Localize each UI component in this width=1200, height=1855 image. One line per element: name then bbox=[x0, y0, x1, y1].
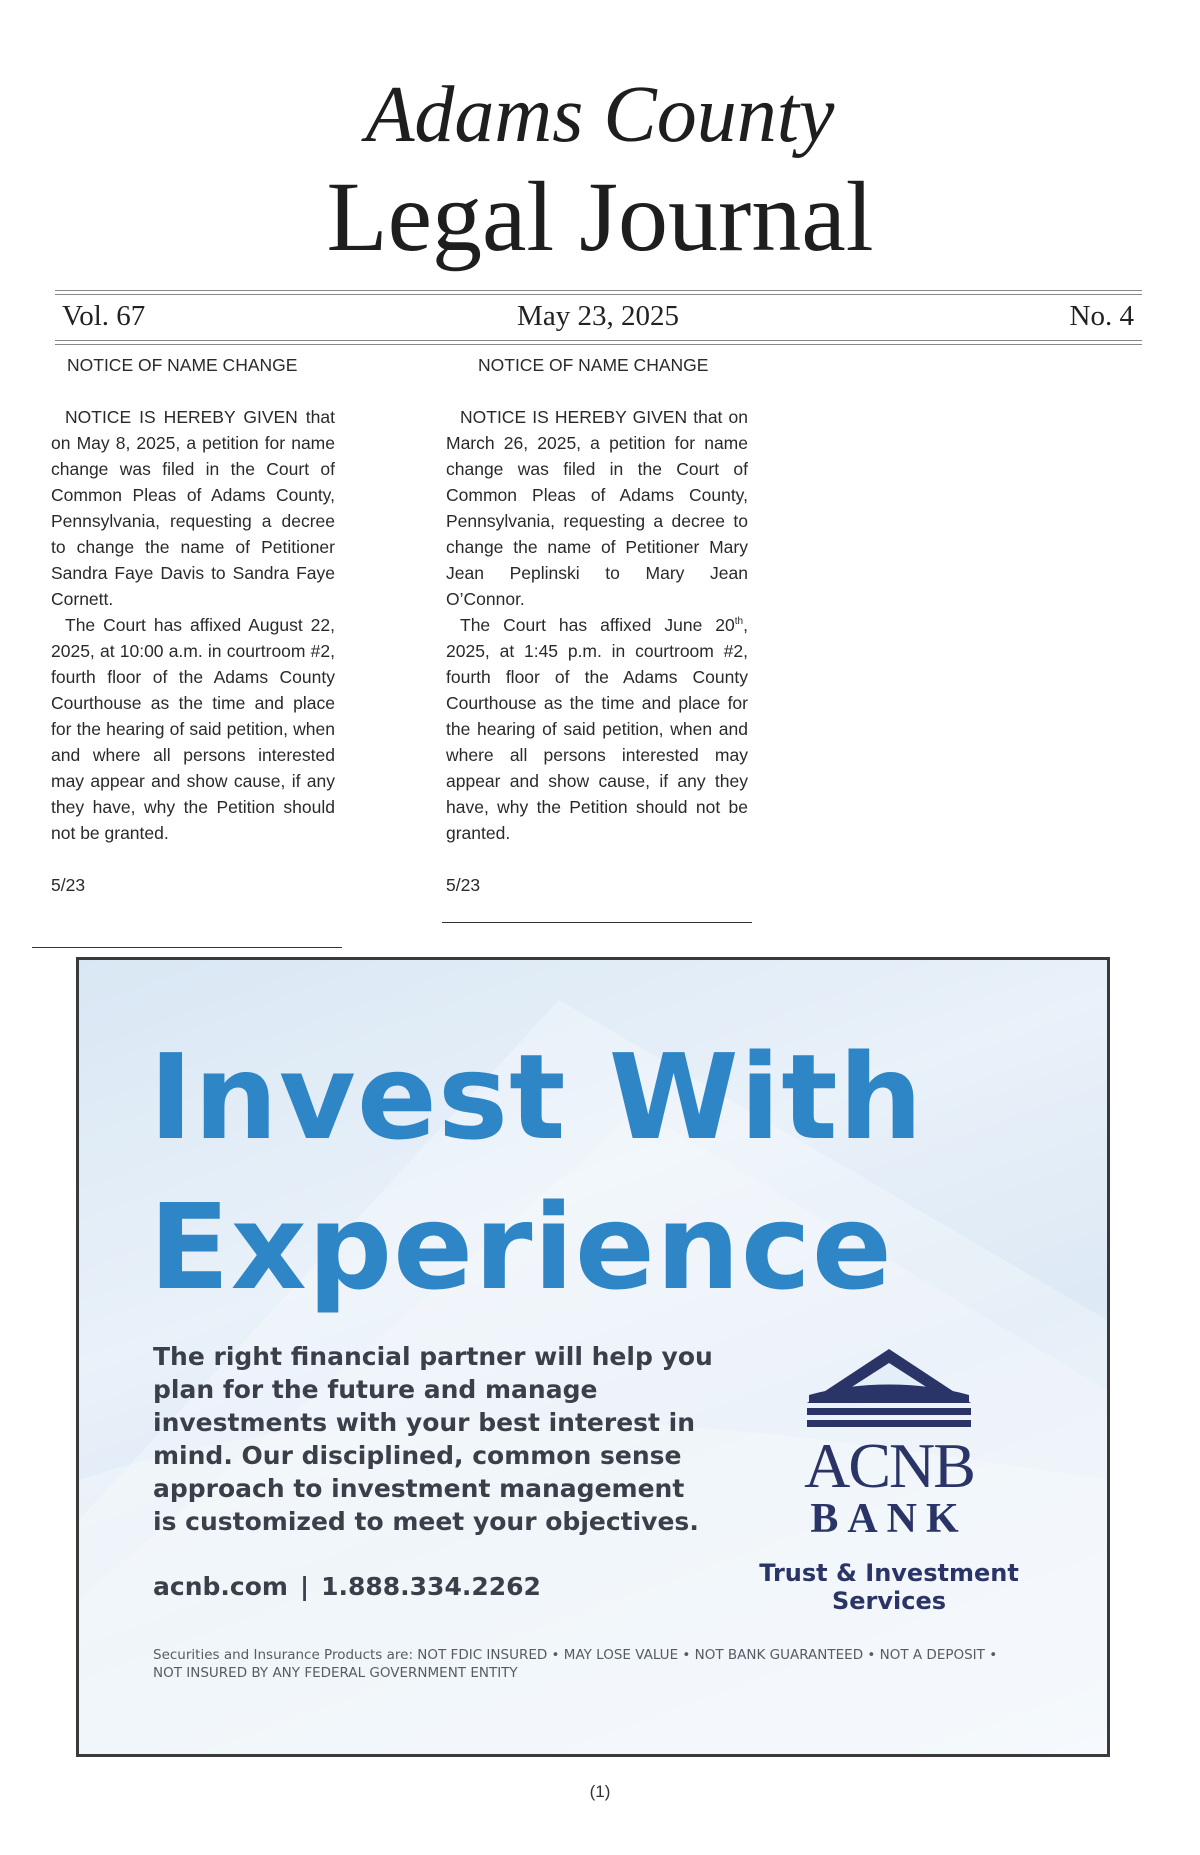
notice-davis bbox=[51, 352, 335, 898]
ad-disclaimer: Securities and Insurance Products are: NOT FDIC INSURED • MAY LOSE VALUE • NOT BANK GUARANTEED • NOT A DEPOSIT • NOT INSURED BY ANY FEDERAL GOVERNMENT ENTITY bbox=[153, 1647, 998, 1681]
ad-headline bbox=[149, 1022, 1049, 1322]
notice-end-rule bbox=[442, 922, 752, 923]
ad-phone: 1.888.334.2262 bbox=[321, 1572, 541, 1601]
notice-paragraph: NOTICE IS HEREBY GIVEN that on May 8, 2025, a petition for name change was filed in the Court of Common Pleas of Adams County, Pennsylvania, requesting a decree to change the name of Petitioner Sandra Faye Davis to Sandra Faye Cornett. bbox=[51, 407, 335, 609]
page-number: (1) bbox=[589, 1782, 611, 1801]
notice-peplinski bbox=[446, 352, 748, 898]
masthead-title: Legal Journal bbox=[326, 161, 874, 272]
ad-headline-line: Experience bbox=[149, 1178, 893, 1316]
bottom-rule bbox=[55, 340, 1142, 341]
contact-separator: | bbox=[299, 1572, 310, 1601]
bank-roof-icon bbox=[799, 1345, 979, 1435]
masthead bbox=[0, 70, 1200, 272]
notice-date-code: 5/23 bbox=[51, 875, 86, 895]
ad-headline-line: Invest With bbox=[149, 1028, 924, 1166]
notice-end-rule bbox=[32, 947, 342, 948]
acnb-advertisement bbox=[76, 957, 1110, 1757]
masthead-county: Adams County bbox=[365, 71, 835, 159]
issue-bar bbox=[62, 300, 1134, 336]
notice-paragraph: NOTICE IS HEREBY GIVEN that on March 26, 2025, a petition for name change was filed in the Court of Common Pleas of Adams County, Pennsylvania, requesting a decree to change the name of Petitioner Mary Jean Peplinski to Mary Jean O’Connor. bbox=[446, 407, 748, 609]
notice-paragraph: The Court has affixed August 22, 2025, at 10:00 a.m. in courtroom #2, fourth floor of the Adams County Courthouse as the time and place for the hearing of said petition, when and where all persons interested may appear and show cause, if any they have, why the Petition should not be granted. bbox=[51, 615, 335, 843]
ordinal-suffix: th bbox=[734, 616, 744, 628]
text-run: The Court has affixed June 20 bbox=[460, 615, 735, 635]
bottom-rule-inner bbox=[55, 344, 1142, 345]
logo-subname: BANK bbox=[810, 1496, 968, 1542]
issue-number: No. 4 bbox=[1069, 300, 1134, 332]
notice-heading: NOTICE OF NAME CHANGE bbox=[67, 355, 298, 375]
ad-website: acnb.com bbox=[153, 1572, 288, 1601]
notice-date-code: 5/23 bbox=[446, 875, 481, 895]
issue-date: May 23, 2025 bbox=[517, 300, 679, 332]
volume-label: Vol. 67 bbox=[62, 300, 146, 332]
ad-contact bbox=[153, 1572, 541, 1601]
notice-paragraph bbox=[446, 612, 748, 846]
notice-heading: NOTICE OF NAME CHANGE bbox=[478, 355, 709, 375]
logo-tagline: Trust & Investment Services bbox=[759, 1559, 1019, 1615]
top-rule bbox=[55, 290, 1142, 291]
text-run: , 2025, at 1:45 p.m. in courtroom #2, fourth floor of the Adams County Courthouse as the time and place for the hearing of said petition, when and where all persons interested may appear and show cause, if any they have, why the Petition should not be granted. bbox=[446, 615, 748, 843]
top-rule-inner bbox=[55, 294, 1142, 295]
logo-name: ACNB bbox=[804, 1430, 974, 1501]
ad-body-text: The right financial partner will help you plan for the future and manage investments with your best interest in mind. Our disciplined, common sense approach to investment management is customized to meet your objectives. bbox=[153, 1342, 713, 1536]
